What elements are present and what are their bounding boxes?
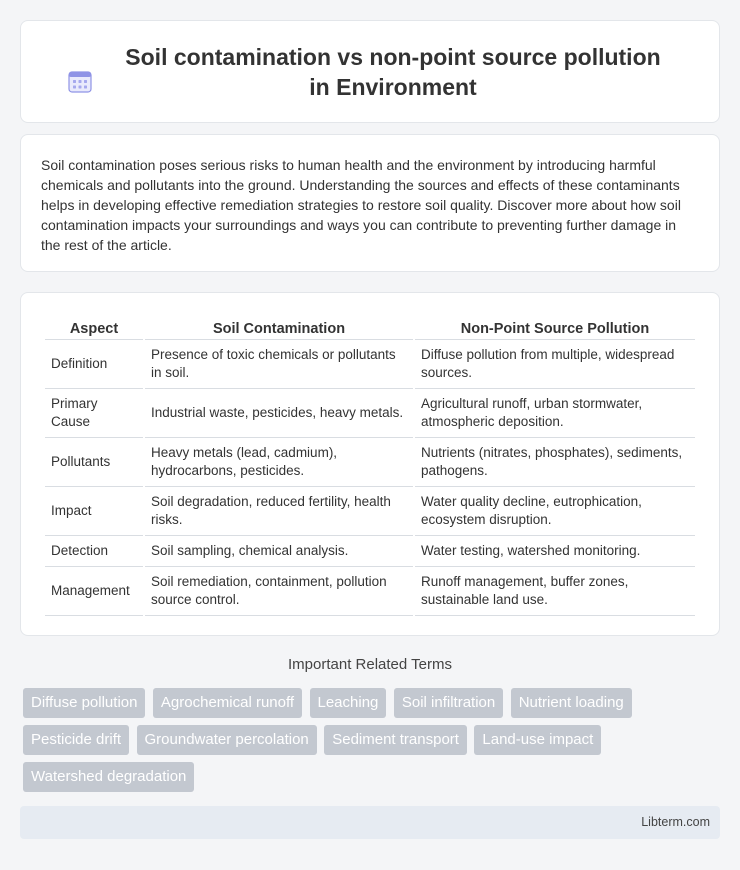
term-tag[interactable]: Watershed degradation (23, 762, 194, 792)
row-nps: Runoff management, buffer zones, sustainable land use. (415, 567, 695, 616)
row-aspect: Pollutants (45, 438, 143, 487)
header-non-point-source: Non-Point Source Pollution (415, 313, 695, 340)
related-terms-heading: Important Related Terms (288, 656, 452, 673)
table-row (45, 438, 695, 487)
table-row (45, 487, 695, 536)
term-tag[interactable]: Nutrient loading (511, 688, 632, 718)
term-tag[interactable]: Diffuse pollution (23, 688, 145, 718)
related-terms-list (23, 688, 723, 799)
footer-site-link[interactable]: Libterm.com (641, 815, 710, 829)
term-tag[interactable]: Agrochemical runoff (153, 688, 302, 718)
calendar-icon (67, 68, 93, 94)
row-aspect: Primary Cause (45, 389, 143, 438)
table-header-row (45, 313, 695, 340)
intro-card (20, 134, 720, 272)
term-tag[interactable]: Leaching (310, 688, 387, 718)
row-aspect: Definition (45, 340, 143, 389)
term-tag[interactable]: Sediment transport (324, 725, 467, 755)
row-soil: Soil degradation, reduced fertility, health risks. (145, 487, 413, 536)
row-soil: Heavy metals (lead, cadmium), hydrocarbons, pesticides. (145, 438, 413, 487)
term-tag[interactable]: Land-use impact (474, 725, 601, 755)
row-soil: Presence of toxic chemicals or pollutants in soil. (145, 340, 413, 389)
row-nps: Diffuse pollution from multiple, widespread sources. (415, 340, 695, 389)
term-tag[interactable]: Groundwater percolation (137, 725, 317, 755)
title-card (20, 20, 720, 123)
footer (20, 806, 720, 839)
table-row (45, 567, 695, 616)
term-tag[interactable]: Soil infiltration (394, 688, 503, 718)
header-aspect: Aspect (45, 313, 143, 340)
row-nps: Water quality decline, eutrophication, ecosystem disruption. (415, 487, 695, 536)
row-soil: Industrial waste, pesticides, heavy metals. (145, 389, 413, 438)
header-soil-contamination: Soil Contamination (145, 313, 413, 340)
comparison-table (43, 313, 697, 616)
row-nps: Water testing, watershed monitoring. (415, 536, 695, 567)
row-nps: Agricultural runoff, urban stormwater, atmospheric deposition. (415, 389, 695, 438)
table-row (45, 340, 695, 389)
row-aspect: Detection (45, 536, 143, 567)
table-row (45, 389, 695, 438)
term-tag[interactable]: Pesticide drift (23, 725, 129, 755)
table-row (45, 536, 695, 567)
row-nps: Nutrients (nitrates, phosphates), sediments, pathogens. (415, 438, 695, 487)
row-aspect: Management (45, 567, 143, 616)
row-soil: Soil remediation, containment, pollution source control. (145, 567, 413, 616)
page-title: Soil contamination vs non-point source pollution in Environment (125, 43, 661, 100)
row-aspect: Impact (45, 487, 143, 536)
comparison-table-card (20, 292, 720, 636)
intro-paragraph: Soil contamination poses serious risks to human health and the environment by introducing harmful chemicals and pollutants into the ground. Understanding the sources and effects of these contaminants helps in developing effective remediation strategies to restore soil quality. Discover more about how soil contamination impacts your surroundings and ways you can contribute to preventing further damage in the rest of the article. (41, 157, 681, 253)
row-soil: Soil sampling, chemical analysis. (145, 536, 413, 567)
